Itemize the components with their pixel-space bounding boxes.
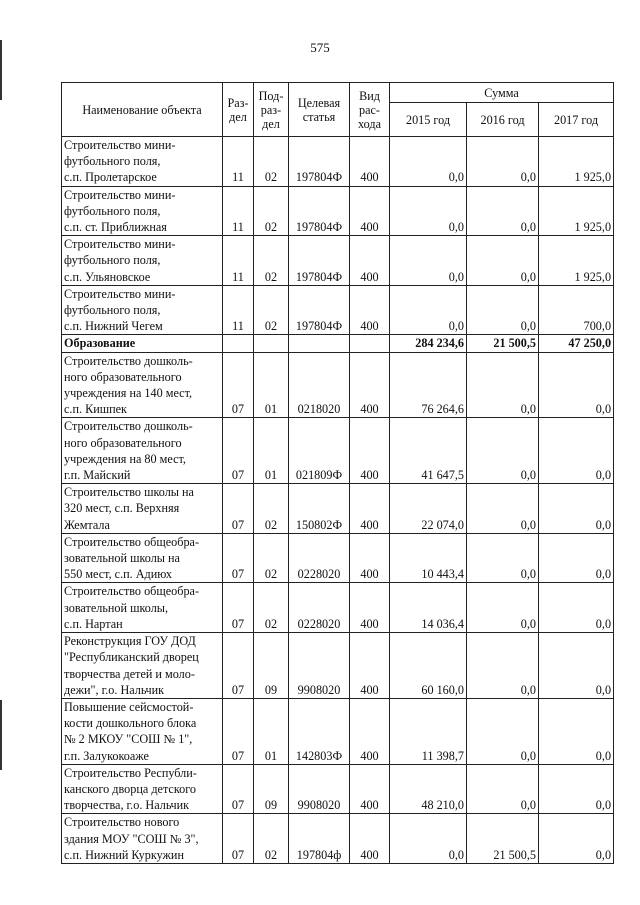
razdel-cell: 07 xyxy=(223,698,254,764)
object-name-line: Строительство дошколь- xyxy=(64,419,193,434)
y2015-cell: 284 234,6 xyxy=(390,335,467,352)
object-name-line: футбольного поля, xyxy=(64,303,161,318)
object-name-line: Строительство дошколь- xyxy=(64,353,193,368)
object-name-line: г.п. Залукокоаже xyxy=(64,748,149,763)
table-row xyxy=(62,533,614,583)
y2016-cell: 0,0 xyxy=(467,236,539,286)
vid-cell: 400 xyxy=(350,418,390,484)
podrazdel-cell: 01 xyxy=(254,418,289,484)
y2016-cell: 0,0 xyxy=(467,633,539,699)
y2017-cell: 0,0 xyxy=(539,583,614,633)
header-2016: 2016 год xyxy=(467,103,539,137)
razdel-cell: 07 xyxy=(223,352,254,418)
table-row xyxy=(62,583,614,633)
header-podrazdel-line: раз- xyxy=(260,102,282,117)
object-name-line: с.п. Ульяновское xyxy=(64,269,151,284)
section-row xyxy=(62,335,614,352)
razdel-cell xyxy=(223,335,254,352)
object-name-line: Строительство общеобра- xyxy=(64,584,200,599)
vid-cell: 400 xyxy=(350,533,390,583)
vid-cell xyxy=(350,335,390,352)
vid-cell: 400 xyxy=(350,764,390,814)
vid-cell: 400 xyxy=(350,633,390,699)
statya-cell: 142803Ф xyxy=(289,698,350,764)
table-header xyxy=(62,83,614,137)
y2016-cell: 0,0 xyxy=(467,285,539,335)
object-name-cell xyxy=(62,352,223,418)
table-row xyxy=(62,352,614,418)
vid-cell: 400 xyxy=(350,814,390,864)
podrazdel-cell xyxy=(254,335,289,352)
y2016-cell: 21 500,5 xyxy=(467,814,539,864)
podrazdel-cell: 02 xyxy=(254,533,289,583)
statya-cell xyxy=(289,335,350,352)
table-row xyxy=(62,186,614,236)
statya-cell: 197804Ф xyxy=(289,137,350,187)
y2017-cell: 0,0 xyxy=(539,484,614,534)
header-razdel-line: дел xyxy=(229,109,247,124)
y2017-cell: 0,0 xyxy=(539,418,614,484)
object-name-line: 320 мест, с.п. Верхняя xyxy=(64,501,180,516)
y2016-cell: 0,0 xyxy=(467,533,539,583)
object-name-line: Строительство нового xyxy=(64,815,180,830)
object-name-line: Строительство общеобра- xyxy=(64,534,200,549)
object-name-line: дежи", г.о. Нальчик xyxy=(64,682,165,697)
y2016-cell: 0,0 xyxy=(467,352,539,418)
y2016-cell: 0,0 xyxy=(467,583,539,633)
razdel-cell: 07 xyxy=(223,583,254,633)
header-vid-line: Вид xyxy=(359,88,380,103)
header-razdel-line: Раз- xyxy=(227,95,249,110)
table-body xyxy=(62,137,614,864)
vid-cell: 400 xyxy=(350,583,390,633)
header-statya-line: статья xyxy=(302,109,336,124)
header-razdel xyxy=(223,83,254,137)
razdel-cell: 07 xyxy=(223,418,254,484)
y2015-cell: 60 160,0 xyxy=(390,633,467,699)
object-name-line: Образование xyxy=(64,336,136,351)
y2017-cell: 47 250,0 xyxy=(539,335,614,352)
object-name-line: ного образовательного xyxy=(64,435,182,450)
razdel-cell: 11 xyxy=(223,137,254,187)
header-podrazdel xyxy=(254,83,289,137)
table-row xyxy=(62,236,614,286)
statya-cell: 0228020 xyxy=(289,533,350,583)
object-name-cell xyxy=(62,418,223,484)
y2017-cell: 0,0 xyxy=(539,814,614,864)
object-name-line: творчества, г.о. Нальчик xyxy=(64,798,190,813)
y2015-cell: 22 074,0 xyxy=(390,484,467,534)
table-row xyxy=(62,698,614,764)
object-name-line: учреждения на 140 мест, xyxy=(64,386,193,401)
y2016-cell: 0,0 xyxy=(467,186,539,236)
object-name-cell xyxy=(62,186,223,236)
statya-cell: 197804ф xyxy=(289,814,350,864)
y2015-cell: 0,0 xyxy=(390,186,467,236)
vid-cell: 400 xyxy=(350,137,390,187)
table-row xyxy=(62,764,614,814)
statya-cell: 021809Ф xyxy=(289,418,350,484)
y2017-cell: 0,0 xyxy=(539,352,614,418)
header-2015: 2015 год xyxy=(390,103,467,137)
object-name-cell xyxy=(62,484,223,534)
page-number: 575 xyxy=(310,40,330,55)
statya-cell: 0218020 xyxy=(289,352,350,418)
y2017-cell: 1 925,0 xyxy=(539,236,614,286)
statya-cell: 9908020 xyxy=(289,764,350,814)
y2015-cell: 48 210,0 xyxy=(390,764,467,814)
header-podrazdel-line: дел xyxy=(262,116,280,131)
y2017-cell: 0,0 xyxy=(539,533,614,583)
object-name-line: г.п. Майский xyxy=(64,468,131,483)
object-name-line: Строительство мини- xyxy=(64,286,176,301)
header-vid-line: хода xyxy=(358,116,381,131)
header-vid xyxy=(350,83,390,137)
object-name-line: футбольного поля, xyxy=(64,154,161,169)
y2015-cell: 41 647,5 xyxy=(390,418,467,484)
y2016-cell: 0,0 xyxy=(467,698,539,764)
object-name-line: ного образовательного xyxy=(64,369,182,384)
table-row xyxy=(62,418,614,484)
table-row xyxy=(62,484,614,534)
header-2017: 2017 год xyxy=(539,103,614,137)
object-name-cell xyxy=(62,285,223,335)
razdel-cell: 07 xyxy=(223,633,254,699)
razdel-cell: 11 xyxy=(223,186,254,236)
razdel-cell: 11 xyxy=(223,285,254,335)
y2015-cell: 0,0 xyxy=(390,285,467,335)
statya-cell: 0228020 xyxy=(289,583,350,633)
object-name-cell xyxy=(62,633,223,699)
object-name-cell xyxy=(62,533,223,583)
razdel-cell: 07 xyxy=(223,484,254,534)
y2017-cell: 0,0 xyxy=(539,698,614,764)
podrazdel-cell: 02 xyxy=(254,186,289,236)
y2015-cell: 0,0 xyxy=(390,814,467,864)
y2017-cell: 1 925,0 xyxy=(539,186,614,236)
object-name-cell xyxy=(62,814,223,864)
podrazdel-cell: 09 xyxy=(254,633,289,699)
object-name-line: с.п. Нартан xyxy=(64,616,123,631)
razdel-cell: 11 xyxy=(223,236,254,286)
statya-cell: 197804Ф xyxy=(289,236,350,286)
podrazdel-cell: 02 xyxy=(254,236,289,286)
object-name-line: Строительство мини- xyxy=(64,138,176,152)
object-name-line: с.п. ст. Приближная xyxy=(64,220,167,235)
vid-cell: 400 xyxy=(350,285,390,335)
y2016-cell: 0,0 xyxy=(467,418,539,484)
header-podrazdel-line: Под- xyxy=(258,88,284,103)
object-name-line: Строительство мини- xyxy=(64,237,176,252)
object-name-line: Реконструкция ГОУ ДОД xyxy=(64,634,196,649)
podrazdel-cell: 02 xyxy=(254,285,289,335)
y2017-cell: 1 925,0 xyxy=(539,137,614,187)
y2015-cell: 14 036,4 xyxy=(390,583,467,633)
vid-cell: 400 xyxy=(350,236,390,286)
object-name-line: здания МОУ "СОШ № 3", xyxy=(64,831,199,846)
budget-table xyxy=(61,82,614,864)
vid-cell: 400 xyxy=(350,352,390,418)
statya-cell: 197804Ф xyxy=(289,186,350,236)
object-name-cell xyxy=(62,137,223,187)
object-name-line: канского дворца детского xyxy=(64,781,197,796)
podrazdel-cell: 02 xyxy=(254,583,289,633)
object-name-line: с.п. Нижний Куркужин xyxy=(64,847,184,862)
scan-edge-mark xyxy=(0,700,2,770)
header-vid-line: рас- xyxy=(359,102,380,117)
y2017-cell: 0,0 xyxy=(539,633,614,699)
object-name-cell xyxy=(62,583,223,633)
vid-cell: 400 xyxy=(350,186,390,236)
y2016-cell: 21 500,5 xyxy=(467,335,539,352)
y2015-cell: 0,0 xyxy=(390,236,467,286)
object-name-line: творчества детей и моло- xyxy=(64,666,195,681)
object-name-line: учреждения на 80 мест, xyxy=(64,451,186,466)
podrazdel-cell: 02 xyxy=(254,484,289,534)
y2015-cell: 76 264,6 xyxy=(390,352,467,418)
object-name-cell xyxy=(62,236,223,286)
podrazdel-cell: 01 xyxy=(254,698,289,764)
y2017-cell: 700,0 xyxy=(539,285,614,335)
scan-edge-mark xyxy=(0,40,2,100)
object-name-line: футбольного поля, xyxy=(64,203,161,218)
table-row xyxy=(62,633,614,699)
podrazdel-cell: 02 xyxy=(254,137,289,187)
object-name-line: № 2 МКОУ "СОШ № 1", xyxy=(64,732,193,747)
y2015-cell: 11 398,7 xyxy=(390,698,467,764)
object-name-line: кости дошкольного блока xyxy=(64,716,197,731)
podrazdel-cell: 09 xyxy=(254,764,289,814)
y2015-cell: 0,0 xyxy=(390,137,467,187)
object-name-line: Жемтала xyxy=(64,517,110,532)
y2016-cell: 0,0 xyxy=(467,137,539,187)
header-statya-line: Целевая xyxy=(297,95,341,110)
object-name-cell xyxy=(62,335,223,352)
object-name-line: с.п. Кишпек xyxy=(64,402,127,417)
statya-cell: 9908020 xyxy=(289,633,350,699)
table-row xyxy=(62,285,614,335)
object-name-line: Строительство Республи- xyxy=(64,765,197,780)
object-name-cell xyxy=(62,764,223,814)
statya-cell: 197804Ф xyxy=(289,285,350,335)
object-name-line: с.п. Пролетарское xyxy=(64,170,157,185)
object-name-line: зовательной школы на xyxy=(64,551,180,566)
object-name-line: Строительство мини- xyxy=(64,187,176,202)
y2016-cell: 0,0 xyxy=(467,484,539,534)
header-name: Наименование объекта xyxy=(62,83,223,137)
object-name-line: "Республиканский дворец xyxy=(64,650,199,665)
y2017-cell: 0,0 xyxy=(539,764,614,814)
vid-cell: 400 xyxy=(350,698,390,764)
object-name-line: с.п. Нижний Чегем xyxy=(64,319,163,334)
podrazdel-cell: 02 xyxy=(254,814,289,864)
table-row xyxy=(62,137,614,187)
object-name-line: Повышение сейсмостой- xyxy=(64,699,194,714)
header-statya xyxy=(289,83,350,137)
statya-cell: 150802Ф xyxy=(289,484,350,534)
podrazdel-cell: 01 xyxy=(254,352,289,418)
object-name-line: 550 мест, с.п. Адиюх xyxy=(64,567,172,582)
object-name-line: зовательной школы, xyxy=(64,600,169,615)
razdel-cell: 07 xyxy=(223,764,254,814)
object-name-cell xyxy=(62,698,223,764)
vid-cell: 400 xyxy=(350,484,390,534)
object-name-line: футбольного поля, xyxy=(64,253,161,268)
razdel-cell: 07 xyxy=(223,533,254,583)
razdel-cell: 07 xyxy=(223,814,254,864)
table-row xyxy=(62,814,614,864)
object-name-line: Строительство школы на xyxy=(64,485,194,500)
y2016-cell: 0,0 xyxy=(467,764,539,814)
y2015-cell: 10 443,4 xyxy=(390,533,467,583)
header-summa: Сумма xyxy=(390,83,614,103)
